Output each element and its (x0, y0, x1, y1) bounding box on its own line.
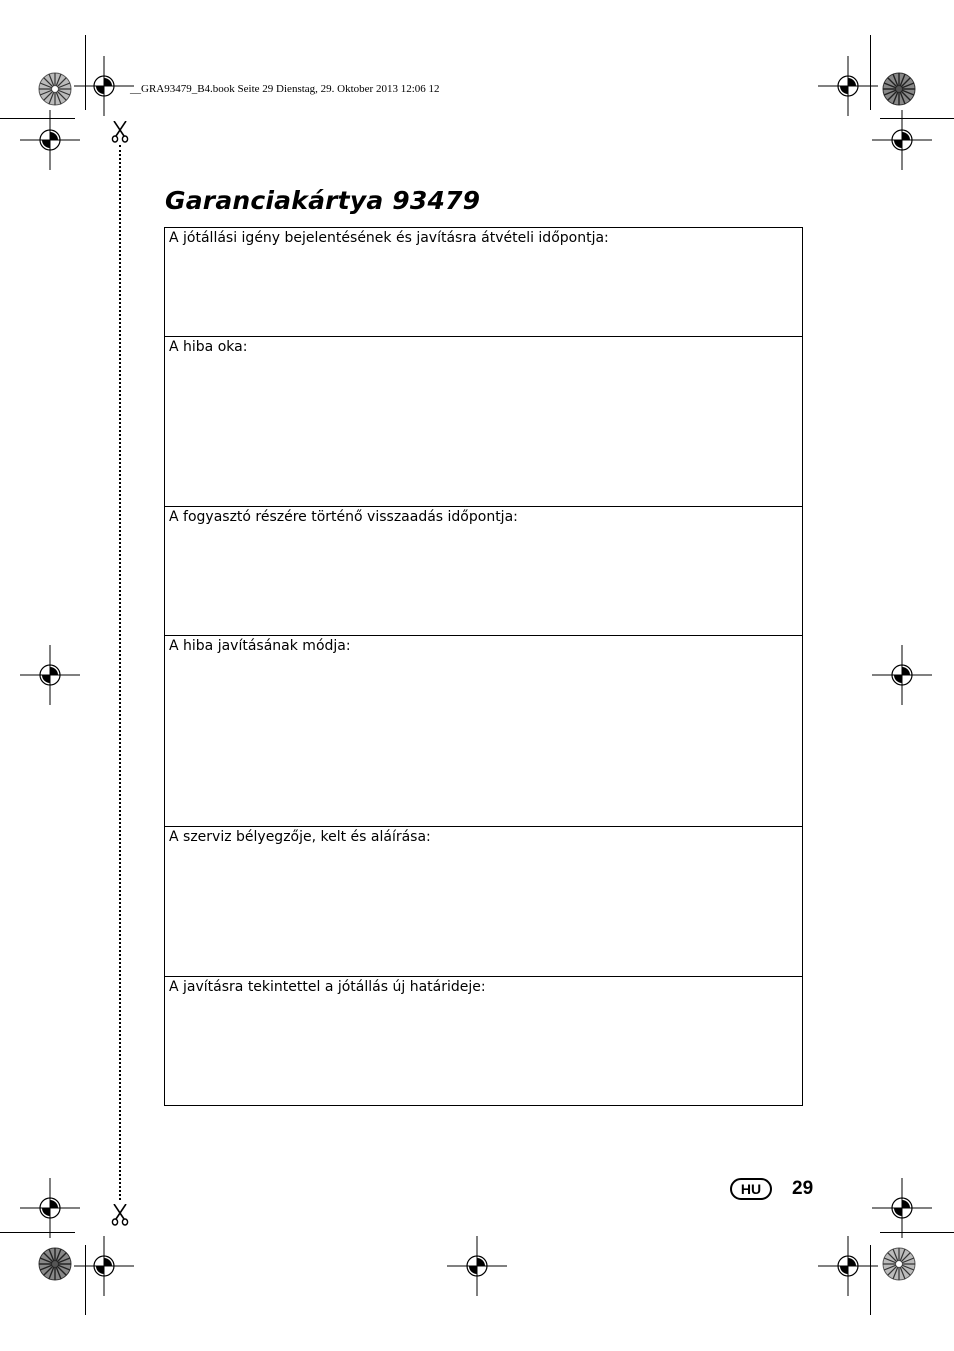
color-rosette-icon (38, 72, 72, 106)
field-label-service-stamp: A szerviz bélyegzője, kelt és aláírása: (169, 829, 431, 845)
registration-mark-icon (872, 110, 932, 170)
warranty-form-table (164, 227, 803, 1106)
field-label-acceptance-date: A jótállási igény bejelentésének és javításra átvételi időpontja: (169, 230, 609, 246)
color-rosette-icon (882, 72, 916, 106)
registration-mark-icon (20, 1178, 80, 1238)
form-field-cell[interactable] (165, 636, 803, 827)
form-field-cell[interactable] (165, 977, 803, 1106)
field-label-fault-cause: A hiba oka: (169, 339, 248, 355)
form-field-cell[interactable] (165, 507, 803, 636)
registration-mark-icon (818, 1236, 878, 1296)
cut-line (119, 145, 121, 1200)
page-footer (730, 1178, 813, 1200)
form-row (165, 636, 803, 827)
registration-mark-icon (20, 110, 80, 170)
form-row (165, 977, 803, 1106)
form-row (165, 337, 803, 507)
scissors-icon (111, 1204, 129, 1226)
print-header: __GRA93479_B4.book Seite 29 Dienstag, 29. Oktober 2013 12:06 12 (130, 83, 440, 95)
field-label-return-date: A fogyasztó részére történő visszaadás időpontja: (169, 509, 518, 525)
language-badge: HU (730, 1178, 772, 1200)
page-title: Garanciakártya 93479 (165, 186, 481, 215)
registration-mark-icon (74, 1236, 134, 1296)
form-field-cell[interactable] (165, 827, 803, 977)
registration-mark-icon (872, 1178, 932, 1238)
color-rosette-icon (882, 1247, 916, 1281)
form-field-cell[interactable] (165, 228, 803, 337)
registration-mark-icon (447, 1236, 507, 1296)
registration-mark-icon (20, 645, 80, 705)
form-row (165, 507, 803, 636)
scissors-icon (111, 121, 129, 143)
page-number: 29 (792, 1178, 814, 1199)
form-field-cell[interactable] (165, 337, 803, 507)
registration-mark-icon (872, 645, 932, 705)
field-label-repair-method: A hiba javításának módja: (169, 638, 351, 654)
registration-mark-icon (818, 56, 878, 116)
form-row (165, 827, 803, 977)
registration-mark-icon (74, 56, 134, 116)
color-rosette-icon (38, 1247, 72, 1281)
field-label-new-warranty-deadline: A javításra tekintettel a jótállás új határideje: (169, 979, 486, 995)
form-row (165, 228, 803, 337)
